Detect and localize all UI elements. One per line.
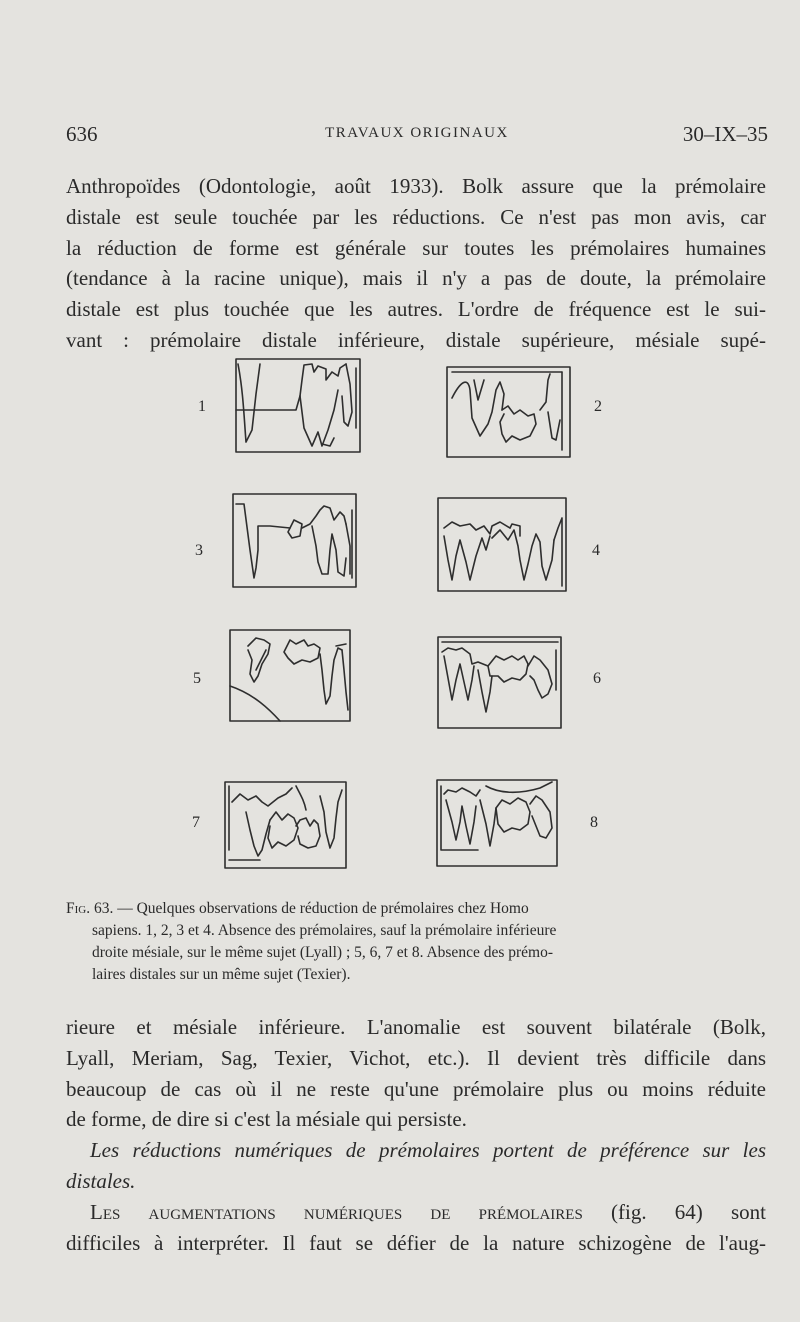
paragraph-2 — [66, 1012, 766, 1258]
header-date: 30–IX–35 — [682, 122, 768, 146]
caption-line: droite mésiale, sur le même sujet (Lyall) ; 5, 6, 7 et 8. Absence des prémo- — [92, 944, 553, 961]
panel-1-drawing — [236, 359, 360, 452]
text-line: vant : prémolaire distale inférieure, distale supérieure, mésiale supé- — [66, 327, 766, 352]
section-lead-smallcaps: Les augmentations numériques de prémolaires — [90, 1199, 583, 1224]
figure-label-2: 2 — [594, 398, 602, 415]
text-line: Lyall, Meriam, Sag, Texier, Vichot, etc.). Il devient très difficile dans — [66, 1045, 766, 1070]
italic-sentence-line: distales. — [66, 1168, 136, 1193]
text-line: difficiles à interpréter. Il faut se défier de la nature schizogène de l'aug- — [66, 1230, 766, 1255]
figure-label-8: 8 — [590, 814, 598, 831]
text-line: de forme, de dire si c'est la mésiale qui persiste. — [66, 1107, 467, 1132]
figure-caption-label: Fig. 63. — [66, 900, 114, 917]
panel-2-drawing — [447, 367, 570, 457]
text-line: Anthropoïdes (Odontologie, août 1933). Bolk assure que la prémolaire — [66, 174, 766, 198]
caption-line: laires distales sur un même sujet (Texier). — [92, 966, 351, 983]
text-line: distale est plus touchée que les autres. L'ordre de fréquence est le sui- — [66, 297, 766, 322]
panel-8-drawing — [437, 780, 557, 866]
running-title: TRAVAUX ORIGINAUX — [325, 125, 509, 141]
figure-label-4: 4 — [592, 542, 600, 559]
panel-7-drawing — [225, 782, 346, 868]
text-line: distale est seule touchée par les réductions. Ce n'est pas mon avis, car — [66, 204, 766, 229]
paragraph-1 — [66, 171, 766, 356]
page-number: 636 — [66, 122, 98, 146]
caption-line — [66, 898, 766, 920]
panel-3-drawing — [233, 494, 356, 587]
panel-5-drawing — [230, 630, 350, 721]
text-line: beaucoup de cas où il ne reste qu'une prémolaire plus ou moins réduite — [66, 1076, 766, 1101]
figure-caption — [66, 898, 766, 986]
figure-label-3: 3 — [195, 542, 203, 559]
figure-label-5: 5 — [193, 670, 201, 687]
figure-63 — [0, 350, 800, 890]
section-lead-line — [66, 1197, 766, 1228]
text-line: (tendance à la racine unique), mais il n'y a pas de doute, la prémolaire — [66, 266, 766, 291]
figure-label-6: 6 — [593, 670, 601, 687]
panel-6-drawing — [438, 637, 561, 728]
caption-text: — Quelques observations de réduction de prémolaires chez Homo — [117, 900, 529, 917]
panel-4-drawing — [438, 498, 566, 591]
caption-line: sapiens. 1, 2, 3 et 4. Absence des prémolaires, sauf la prémolaire inférieure — [92, 922, 557, 939]
figure-label-7: 7 — [192, 814, 200, 831]
section-lead-rest: (fig. 64) sont — [582, 1199, 767, 1224]
text-line: rieure et mésiale inférieure. L'anomalie est souvent bilatérale (Bolk, — [66, 1015, 766, 1039]
tooth-drawings — [0, 350, 800, 890]
text-line: la réduction de forme est générale sur toutes les prémolaires humaines — [66, 235, 766, 260]
figure-label-1: 1 — [198, 398, 206, 415]
italic-sentence-line: Les réductions numériques de prémolaires portent de préférence sur les — [90, 1138, 766, 1163]
